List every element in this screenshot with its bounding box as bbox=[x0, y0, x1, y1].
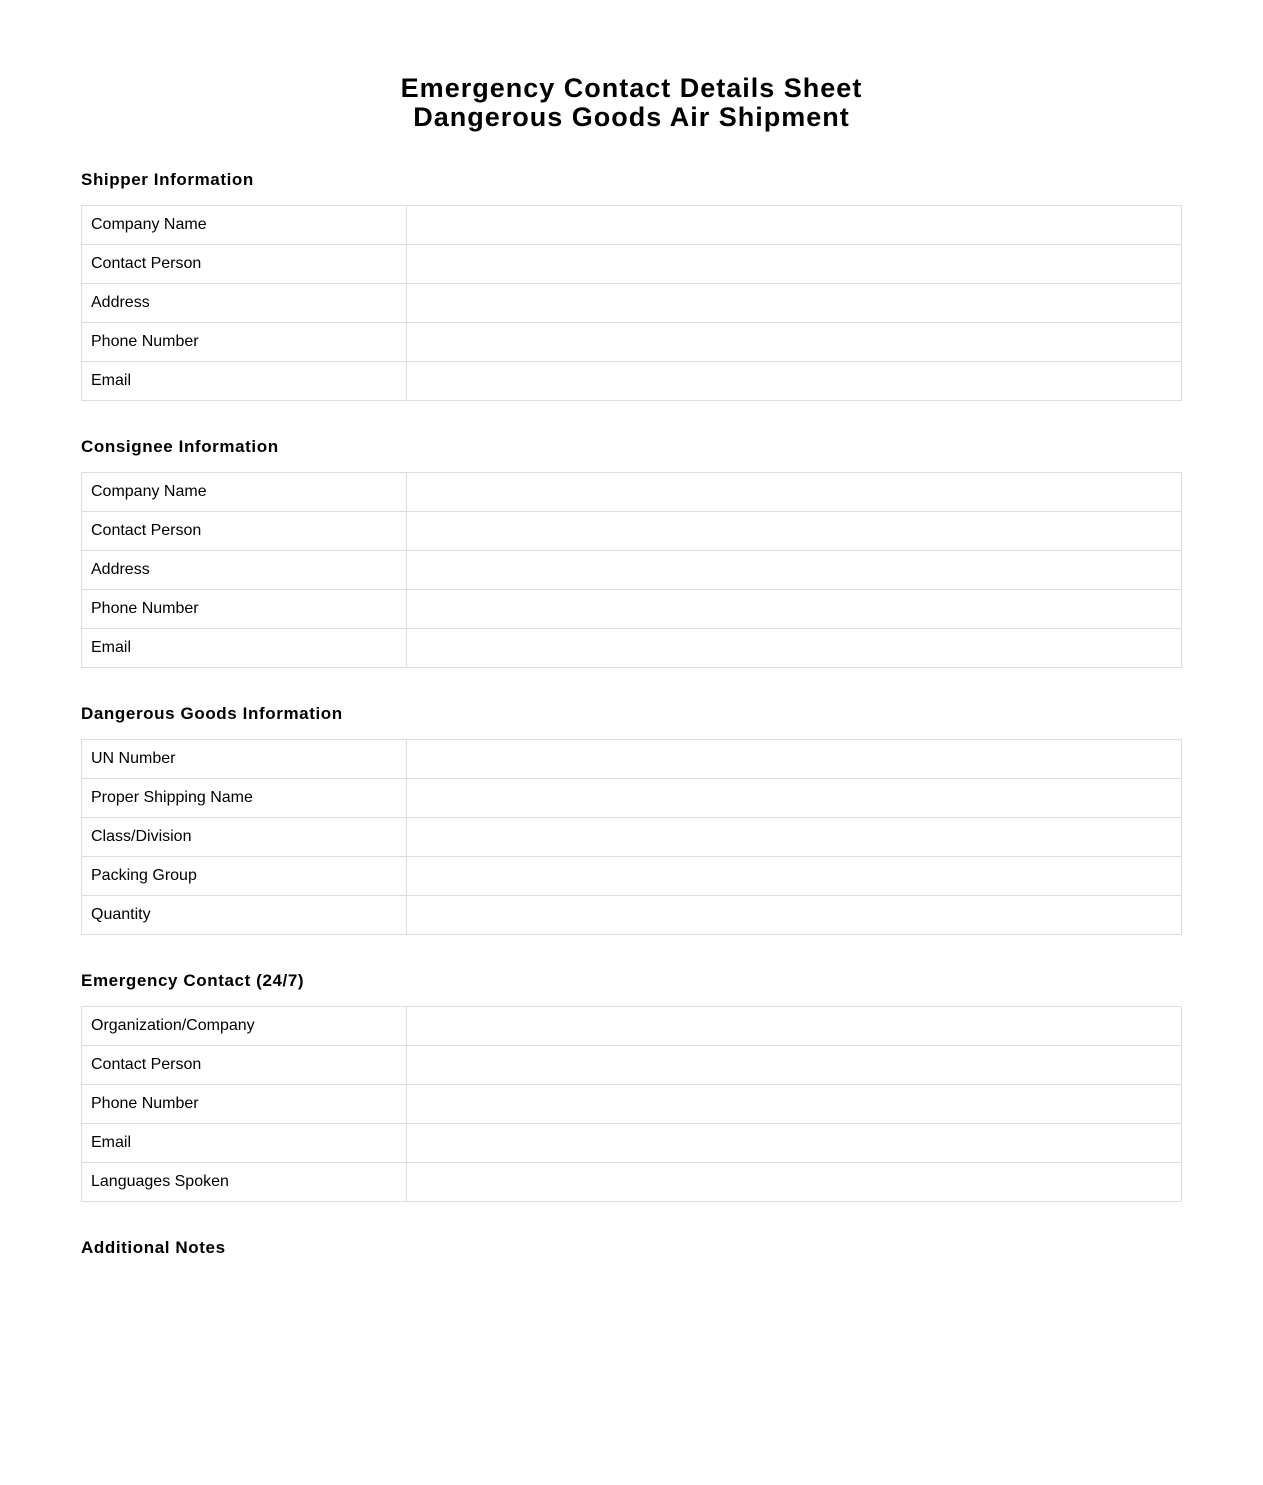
contact-person-field[interactable] bbox=[407, 512, 1182, 551]
table-row bbox=[82, 1046, 1182, 1085]
phone-number-field[interactable] bbox=[407, 323, 1182, 362]
table-row bbox=[82, 896, 1182, 935]
table-row bbox=[82, 857, 1182, 896]
address-field[interactable] bbox=[407, 284, 1182, 323]
table-row bbox=[82, 206, 1182, 245]
document-title bbox=[81, 74, 1182, 132]
field-label: Contact Person bbox=[82, 245, 407, 284]
table-row bbox=[82, 245, 1182, 284]
title-line-1: Emergency Contact Details Sheet bbox=[400, 73, 863, 103]
table-row bbox=[82, 1124, 1182, 1163]
email-field[interactable] bbox=[407, 629, 1182, 668]
section-heading: Dangerous Goods Information bbox=[81, 704, 343, 723]
emergency-contact-section bbox=[81, 971, 1182, 1202]
dangerous-goods-table bbox=[81, 739, 1182, 935]
phone-number-field[interactable] bbox=[407, 590, 1182, 629]
field-label: UN Number bbox=[82, 740, 407, 779]
field-label: Phone Number bbox=[82, 590, 407, 629]
table-row bbox=[82, 590, 1182, 629]
company-name-field[interactable] bbox=[407, 473, 1182, 512]
proper-shipping-name-field[interactable] bbox=[407, 779, 1182, 818]
emergency-contact-table bbox=[81, 1006, 1182, 1202]
table-row bbox=[82, 1007, 1182, 1046]
field-label: Proper Shipping Name bbox=[82, 779, 407, 818]
table-row bbox=[82, 818, 1182, 857]
table-row bbox=[82, 323, 1182, 362]
class-division-field[interactable] bbox=[407, 818, 1182, 857]
table-row bbox=[82, 512, 1182, 551]
notes-area[interactable] bbox=[81, 1258, 1182, 1438]
email-field[interactable] bbox=[407, 362, 1182, 401]
table-row bbox=[82, 1163, 1182, 1202]
phone-number-field[interactable] bbox=[407, 1085, 1182, 1124]
field-label: Phone Number bbox=[82, 323, 407, 362]
field-label: Contact Person bbox=[82, 1046, 407, 1085]
field-label: Quantity bbox=[82, 896, 407, 935]
contact-person-field[interactable] bbox=[407, 245, 1182, 284]
field-label: Email bbox=[82, 362, 407, 401]
field-label: Address bbox=[82, 551, 407, 590]
table-row bbox=[82, 473, 1182, 512]
table-row bbox=[82, 779, 1182, 818]
section-heading: Consignee Information bbox=[81, 437, 279, 456]
field-label: Class/Division bbox=[82, 818, 407, 857]
table-row bbox=[82, 1085, 1182, 1124]
organization-field[interactable] bbox=[407, 1007, 1182, 1046]
field-label: Company Name bbox=[82, 473, 407, 512]
table-row bbox=[82, 362, 1182, 401]
company-name-field[interactable] bbox=[407, 206, 1182, 245]
un-number-field[interactable] bbox=[407, 740, 1182, 779]
table-row bbox=[82, 284, 1182, 323]
field-label: Email bbox=[82, 629, 407, 668]
consignee-table bbox=[81, 472, 1182, 668]
address-field[interactable] bbox=[407, 551, 1182, 590]
contact-person-field[interactable] bbox=[407, 1046, 1182, 1085]
field-label: Contact Person bbox=[82, 512, 407, 551]
languages-spoken-field[interactable] bbox=[407, 1163, 1182, 1202]
table-row bbox=[82, 629, 1182, 668]
field-label: Email bbox=[82, 1124, 407, 1163]
field-label: Company Name bbox=[82, 206, 407, 245]
packing-group-field[interactable] bbox=[407, 857, 1182, 896]
shipper-table bbox=[81, 205, 1182, 401]
quantity-field[interactable] bbox=[407, 896, 1182, 935]
title-line-2: Dangerous Goods Air Shipment bbox=[413, 102, 850, 132]
section-heading: Additional Notes bbox=[81, 1238, 226, 1257]
field-label: Packing Group bbox=[82, 857, 407, 896]
table-row bbox=[82, 551, 1182, 590]
section-heading: Emergency Contact (24/7) bbox=[81, 971, 305, 990]
field-label: Languages Spoken bbox=[82, 1163, 407, 1202]
email-field[interactable] bbox=[407, 1124, 1182, 1163]
shipper-section bbox=[81, 170, 1182, 401]
field-label: Organization/Company bbox=[82, 1007, 407, 1046]
field-label: Phone Number bbox=[82, 1085, 407, 1124]
section-heading: Shipper Information bbox=[81, 170, 254, 189]
additional-notes-section bbox=[81, 1238, 1182, 1438]
consignee-section bbox=[81, 437, 1182, 668]
dangerous-goods-section bbox=[81, 704, 1182, 935]
field-label: Address bbox=[82, 284, 407, 323]
table-row bbox=[82, 740, 1182, 779]
